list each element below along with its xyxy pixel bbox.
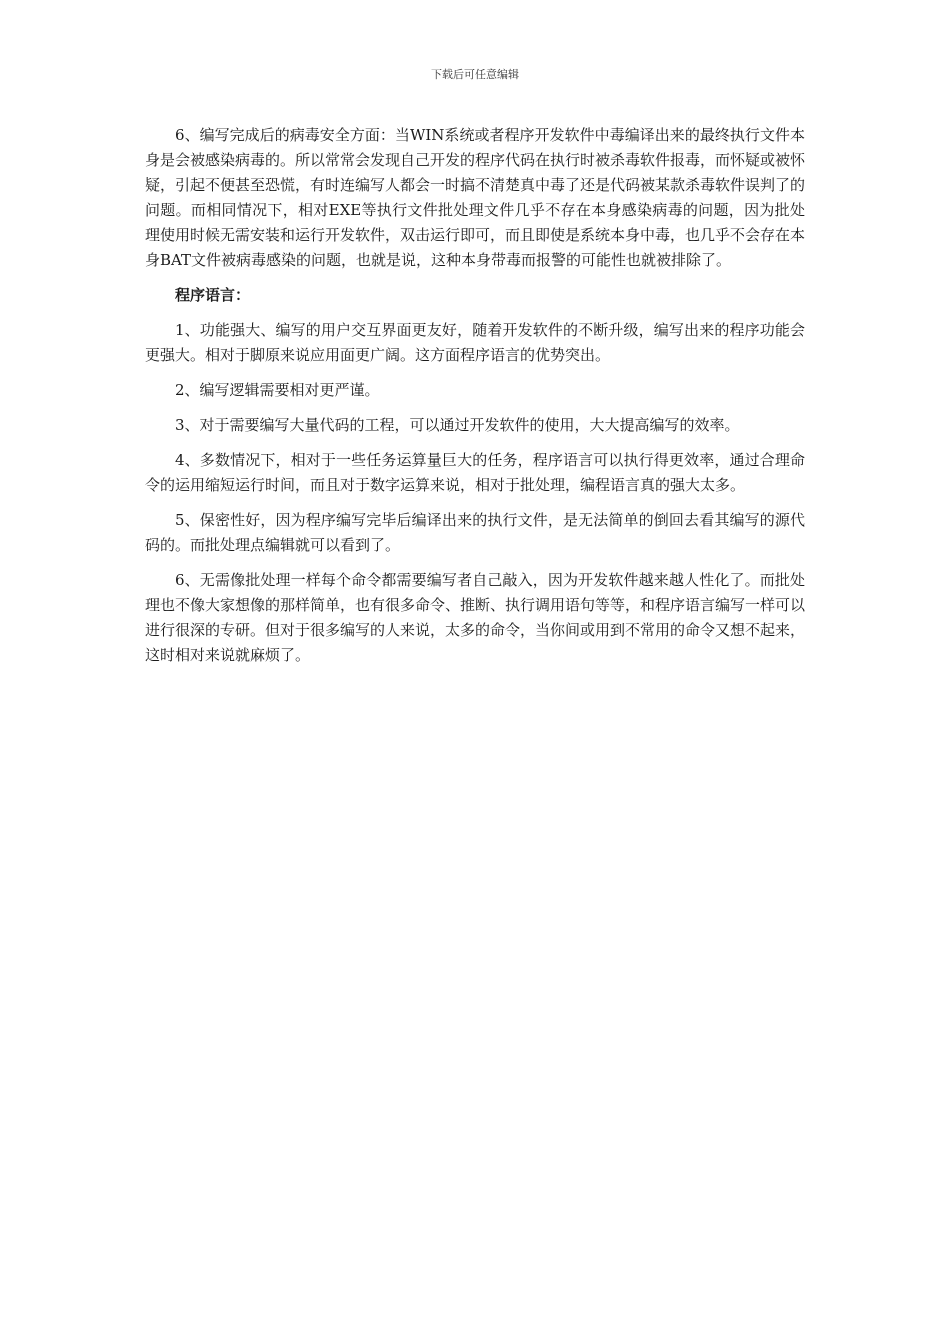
paragraph-point-2: 2、编写逻辑需要相对更严谨。 bbox=[175, 381, 380, 399]
document-body bbox=[145, 123, 805, 678]
paragraph-point-3: 3、对于需要编写大量代码的工程，可以通过开发软件的使用，大大提高编写的效率。 bbox=[175, 416, 740, 434]
paragraph-point-1: 1、功能强大、编写的用户交互界面更友好，随着开发软件的不断升级，编写出来的程序功能会更强大。相对于脚原来说应用面更广阔。这方面程序语言的优势突出。 bbox=[145, 321, 805, 364]
paragraph-point-4: 4、多数情况下，相对于一些任务运算量巨大的任务，程序语言可以执行得更效率，通过合理命令的运用缩短运行时间，而且对于数字运算来说，相对于批处理，编程语言真的强大太多。 bbox=[145, 451, 805, 494]
paragraph-virus-safety: 6、编写完成后的病毒安全方面：当WIN系统或者程序开发软件中毒编译出来的最终执行文件本身是会被感染病毒的。所以常常会发现自己开发的程序代码在执行时被杀毒软件报毒，而怀疑或被怀疑，引起不便甚至恐慌，有时连编写人都会一时搞不清楚真中毒了还是代码被某款杀毒软件误判了的问题。而相同情况下，相对EXE等执行文件批处理文件几乎不存在本身感染病毒的问题，因为批处理使用时候无需安装和运行开发软件，双击运行即可，而且即使是系统本身中毒，也几乎不会存在本身BAT文件被病毒感染的问题，也就是说，这种本身带毒而报警的可能性也就被排除了。 bbox=[145, 126, 806, 269]
section-heading: 程序语言： bbox=[175, 286, 251, 304]
paragraph-point-6: 6、无需像批处理一样每个命令都需要编写者自己敲入，因为开发软件越来越人性化了。而批处理也不像大家想像的那样简单，也有很多命令、推断、执行调用语句等等，和程序语言编写一样可以进行很深的专研。但对于很多编写的人来说，太多的命令，当你间或用到不常用的命令又想不起来，这时相对来说就麻烦了。 bbox=[145, 571, 806, 664]
paragraph-point-5: 5、保密性好，因为程序编写完毕后编译出来的执行文件，是无法简单的倒回去看其编写的源代码的。而批处理点编辑就可以看到了。 bbox=[145, 511, 805, 554]
page-header: 下载后可任意编辑 bbox=[431, 68, 519, 81]
